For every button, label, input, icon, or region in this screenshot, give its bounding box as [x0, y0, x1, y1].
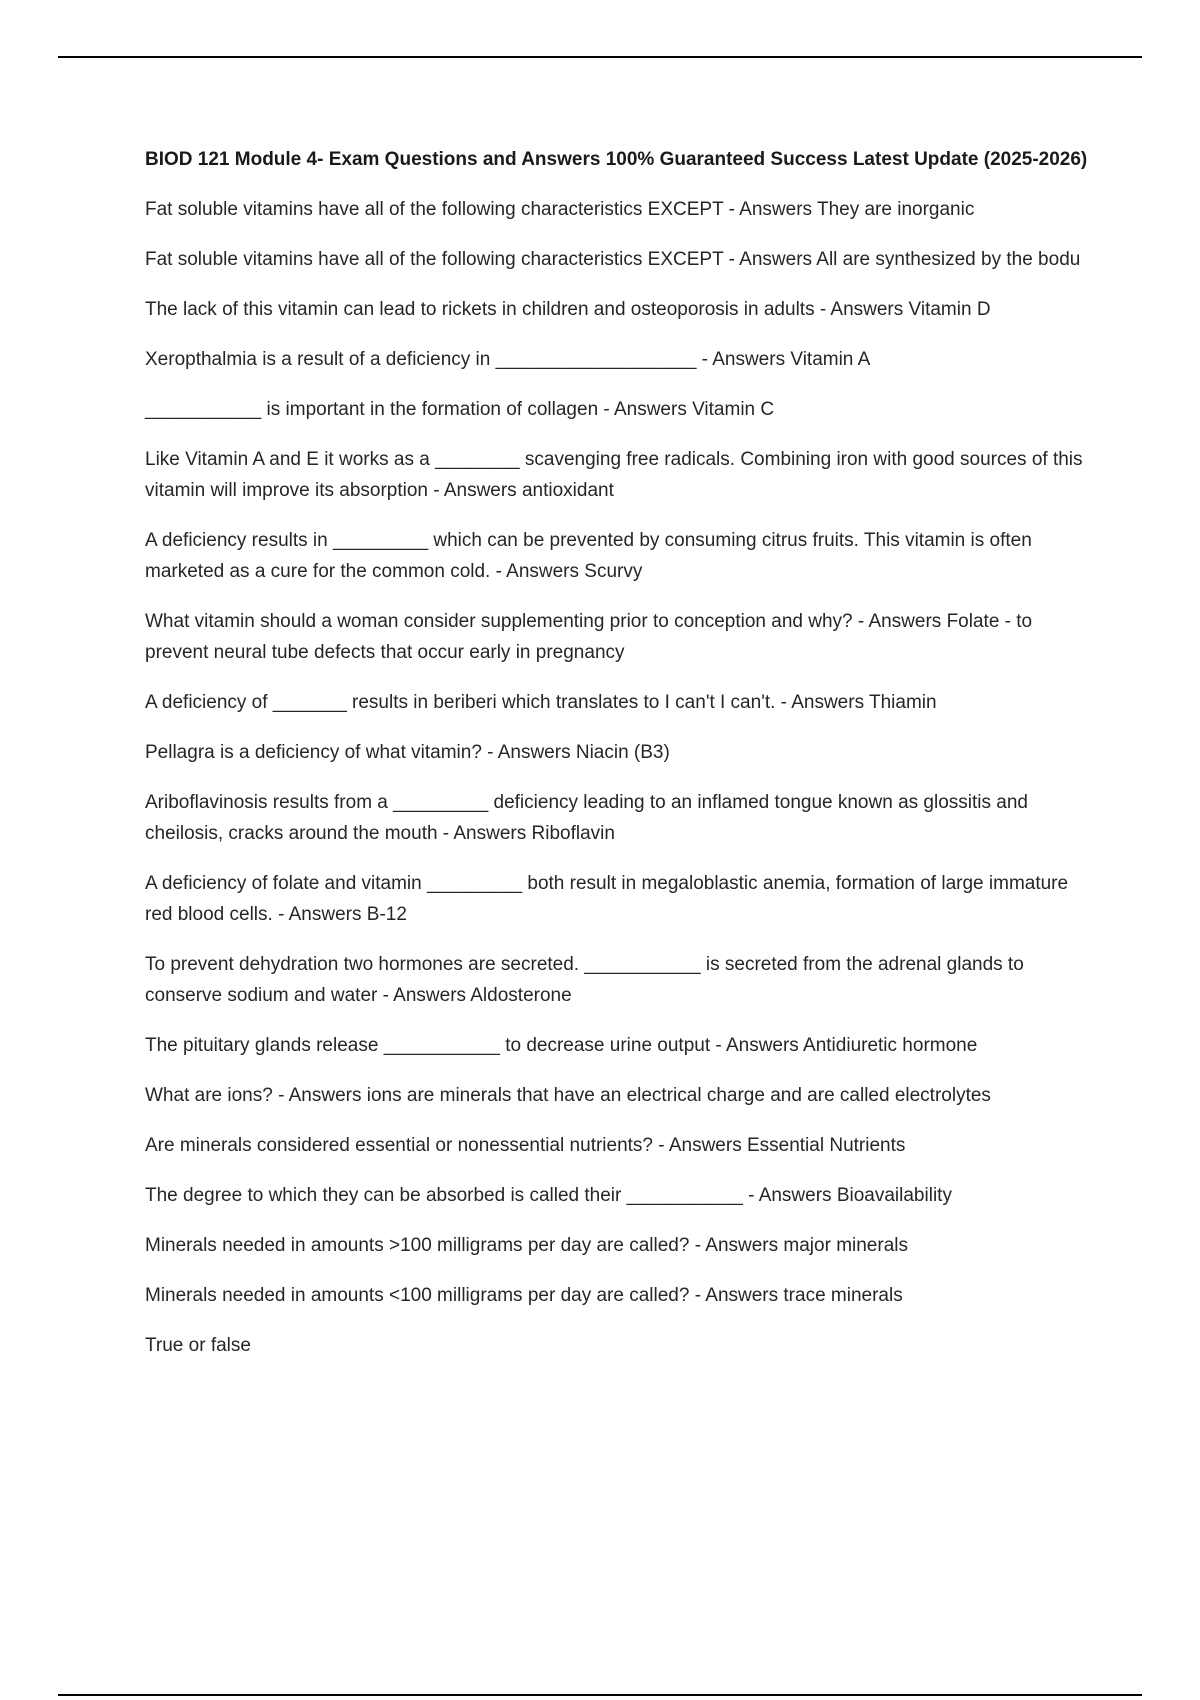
qa-item: A deficiency of _______ results in beriberi which translates to I can't I can't. - Answers Thiamin — [145, 692, 937, 713]
qa-item: A deficiency results in _________ which can be prevented by consuming citrus fruits. This vitamin is often marketed as a cure for the common cold. - Answers Scurvy — [145, 530, 1032, 582]
qa-item: Are minerals considered essential or nonessential nutrients? - Answers Essential Nutrients — [145, 1135, 906, 1156]
qa-item: The lack of this vitamin can lead to rickets in children and osteoporosis in adults - Answers Vitamin D — [145, 299, 991, 320]
top-rule — [58, 56, 1142, 58]
qa-item: True or false — [145, 1335, 251, 1356]
qa-item: To prevent dehydration two hormones are secreted. ___________ is secreted from the adrenal glands to conserve sodium and water - Answers Aldosterone — [145, 954, 1024, 1006]
qa-item: Minerals needed in amounts >100 milligrams per day are called? - Answers major minerals — [145, 1235, 908, 1256]
document-body — [145, 144, 1090, 1380]
qa-item: The degree to which they can be absorbed is called their ___________ - Answers Bioavailability — [145, 1185, 952, 1206]
qa-item: Like Vitamin A and E it works as a ________ scavenging free radicals. Combining iron with good sources of this vitamin will improve its absorption - Answers antioxidant — [145, 449, 1083, 501]
qa-item: The pituitary glands release ___________ to decrease urine output - Answers Antidiuretic hormone — [145, 1035, 978, 1056]
qa-item: ___________ is important in the formation of collagen - Answers Vitamin C — [145, 399, 775, 420]
bottom-rule — [58, 1694, 1142, 1696]
qa-item: A deficiency of folate and vitamin _________ both result in megaloblastic anemia, formation of large immature red blood cells. - Answers B-12 — [145, 873, 1069, 925]
qa-item: What vitamin should a woman consider supplementing prior to conception and why? - Answers Folate - to prevent neural tube defects that occur early in pregnancy — [145, 611, 1033, 663]
qa-list — [145, 194, 1090, 1361]
qa-item: Xeropthalmia is a result of a deficiency in ___________________ - Answers Vitamin A — [145, 349, 871, 370]
qa-item: What are ions? - Answers ions are minerals that have an electrical charge and are called electrolytes — [145, 1085, 991, 1106]
qa-item: Ariboflavinosis results from a _________ deficiency leading to an inflamed tongue known as glossitis and cheilosis, cracks around the mouth - Answers Riboflavin — [145, 792, 1028, 844]
qa-item: Minerals needed in amounts <100 milligrams per day are called? - Answers trace minerals — [145, 1285, 903, 1306]
qa-item: Fat soluble vitamins have all of the following characteristics EXCEPT - Answers All are synthesized by the bodu — [145, 249, 1081, 270]
qa-item: Fat soluble vitamins have all of the following characteristics EXCEPT - Answers They are inorganic — [145, 199, 975, 220]
document-title: BIOD 121 Module 4- Exam Questions and Answers 100% Guaranteed Success Latest Update (2025-2026) — [145, 149, 1088, 170]
qa-item: Pellagra is a deficiency of what vitamin? - Answers Niacin (B3) — [145, 742, 670, 763]
